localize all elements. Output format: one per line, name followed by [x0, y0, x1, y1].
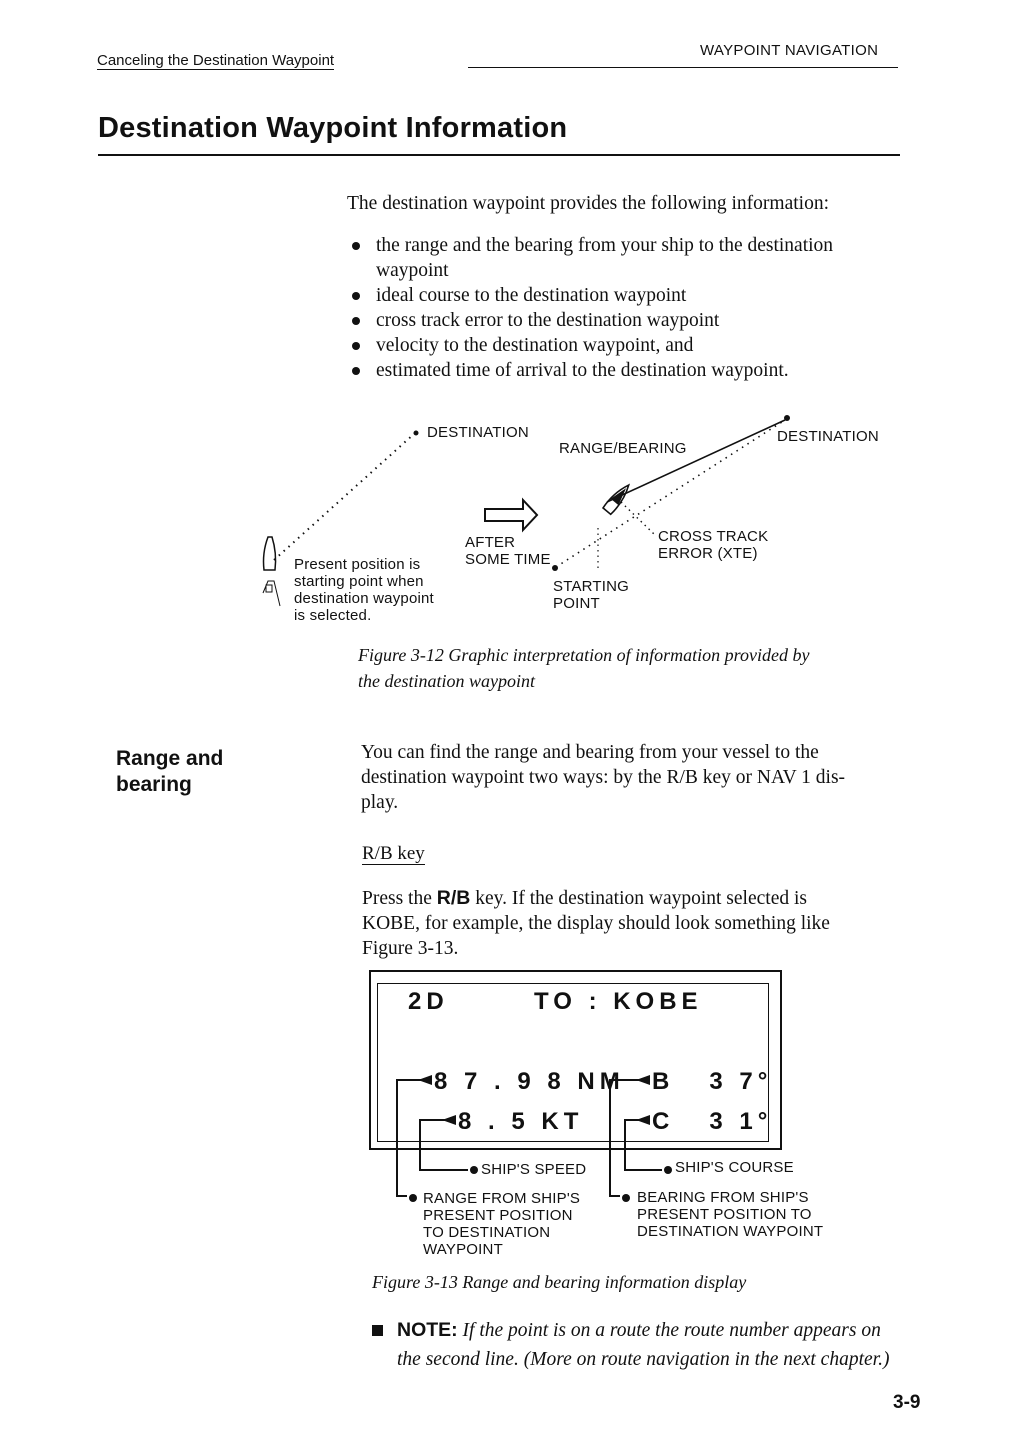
figure-3-13-caption: Figure 3-13 Range and bearing information display — [372, 1272, 747, 1292]
label-ships-speed: SHIP'S SPEED — [481, 1161, 587, 1178]
list-item: ideal course to the destination waypoint — [350, 283, 910, 308]
press-paragraph: Press the R/B key. If the destination waypoint selected is KOBE, for example, the display should look something like Figure 3-13. — [362, 887, 830, 959]
speed-arrowhead — [442, 1115, 456, 1125]
list-item: the range and the bearing from your ship to the destination waypoint — [350, 233, 910, 283]
display-course: C 3 1° — [652, 1108, 773, 1135]
note-paragraph: NOTE: If the point is on a route the route number appears on the second line. (More on route navigation in the next chapter.) — [397, 1319, 890, 1370]
note-label: NOTE: — [397, 1319, 458, 1341]
page-title: Destination Waypoint Information — [98, 112, 568, 144]
label-cross-track: CROSS TRACK ERROR (XTE) — [658, 528, 769, 562]
display-speed: 8 . 5 KT — [458, 1108, 584, 1135]
page-number: 3-9 — [893, 1392, 921, 1413]
range-leader — [397, 1080, 430, 1196]
display-destination: TO : KOBE — [534, 988, 703, 1015]
label-bearing-from-ship: BEARING FROM SHIP'S PRESENT POSITION TO DESTINATION WAYPOINT — [637, 1189, 824, 1240]
bearing-arrowhead — [636, 1075, 650, 1085]
display-mode: 2D — [408, 988, 449, 1015]
display-range: 8 7 . 9 8 NM — [434, 1068, 625, 1095]
list-item: cross track error to the destination waypoint — [350, 308, 910, 333]
course-leader — [625, 1120, 662, 1170]
range-paragraph: You can find the range and bearing from your vessel to the destination waypoint two ways: by the R/B key or NAV 1 dis- play. — [361, 742, 846, 813]
list-item: velocity to the destination waypoint, and — [350, 333, 910, 358]
bearing-leader — [610, 1080, 648, 1196]
speed-leader — [420, 1120, 468, 1170]
list-item: estimated time of arrival to the destination waypoint. — [350, 358, 910, 383]
rb-key-subheading: R/B key — [362, 843, 425, 864]
side-heading: Range and bearing — [116, 747, 224, 796]
display-bearing: B 3 7° — [652, 1068, 773, 1095]
running-header-section: Canceling the Destination Waypoint — [97, 52, 335, 69]
intro-paragraph: The destination waypoint provides the following information: — [347, 193, 829, 214]
label-after: AFTER SOME TIME — [465, 534, 551, 568]
label-destination-right: DESTINATION — [777, 428, 879, 445]
range-arrowhead — [418, 1075, 432, 1085]
course-arrowhead — [636, 1115, 650, 1125]
label-ships-course: SHIP'S COURSE — [675, 1159, 794, 1176]
label-range-bearing: RANGE/BEARING — [559, 440, 687, 457]
running-header-chapter: WAYPOINT NAVIGATION — [700, 42, 879, 59]
label-starting-point: STARTING POINT — [553, 578, 630, 612]
label-present-position: Present position is starting point when destination waypoint is selected. — [294, 556, 434, 624]
figure-3-12-caption: Figure 3-12 Graphic interpretation of information provided by the destination waypoint — [358, 645, 810, 691]
label-destination-left: DESTINATION — [427, 424, 529, 441]
label-range-from-ship: RANGE FROM SHIP'S PRESENT POSITION TO DESTINATION WAYPOINT — [423, 1190, 581, 1258]
rb-key-name: R/B — [436, 887, 471, 909]
